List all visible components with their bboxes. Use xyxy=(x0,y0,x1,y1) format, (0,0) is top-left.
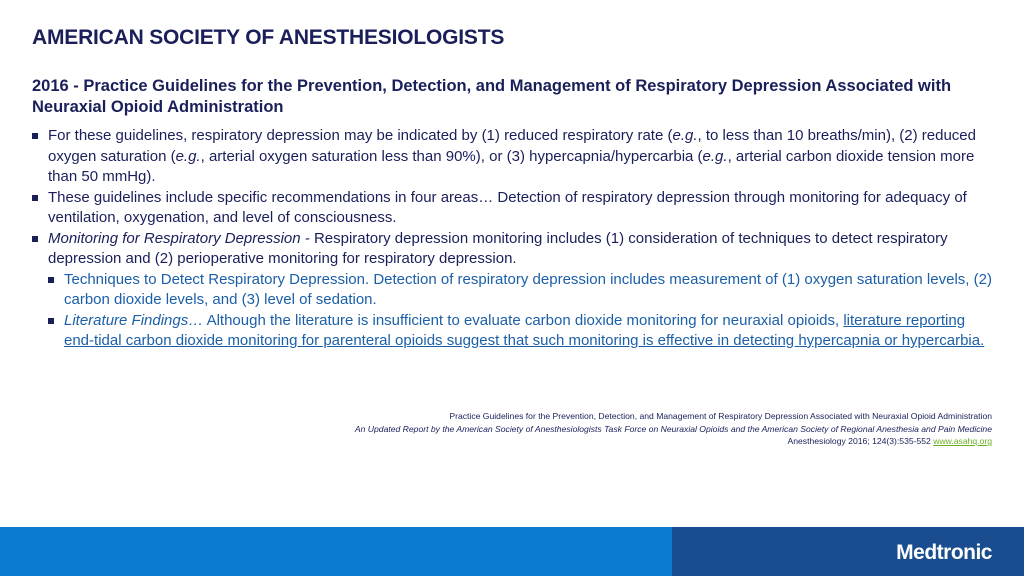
sub-bullet-text: Although the literature is insufficient to evaluate carbon dioxide monitoring for neuraxial opioids, xyxy=(203,311,844,329)
bullet-item-monitoring xyxy=(32,229,992,270)
citation-journal: Anesthesiology 2016; 124(3):535-552 xyxy=(787,436,934,446)
bullet-text: These guidelines include specific recommendations in four areas… Detection of respiratory depression through monitoring for adequacy of ventilation, oxygenation, and level of consciousness. xyxy=(48,188,967,226)
eg-text: e.g. xyxy=(702,147,728,165)
sub-bullet-text: Techniques to Detect Respiratory Depression. Detection of respiratory depression includes measurement of (1) oxygen saturation levels, (2) carbon dioxide levels, and (3) level of sedation. xyxy=(64,270,992,308)
footer-right-block xyxy=(672,527,1024,576)
page-title: AMERICAN SOCIETY OF ANESTHESIOLOGISTS xyxy=(32,26,505,49)
bullet-square-icon xyxy=(48,318,54,324)
bullet-square-icon xyxy=(32,195,38,201)
bullet-square-icon xyxy=(32,133,38,139)
citation-line xyxy=(355,435,992,448)
footer-bar xyxy=(0,527,1024,576)
eg-text: e.g. xyxy=(672,127,698,144)
asahq-link[interactable]: www.asahq.org xyxy=(933,436,992,446)
footer-left-block xyxy=(0,527,672,576)
bullet-text: , to less than 10 breaths/min), (2) reduced oxygen saturation ( xyxy=(48,127,976,165)
citation-line: Practice Guidelines for the Prevention, Detection, and Management of Respiratory Depression Associated with Neuraxial Opioid Administration xyxy=(449,411,992,421)
sub-bullet-underlined-text: literature reporting end-tidal carbon dioxide monitoring for parenteral opioids suggest that such monitoring is effective in detecting hypercapnia or hypercarbia. xyxy=(64,311,985,349)
sub-bullet-techniques xyxy=(32,270,992,311)
bullet-item-definition xyxy=(32,126,992,188)
bullet-italic-lead: Monitoring for Respiratory Depression - xyxy=(48,229,310,247)
eg-text: e.g. xyxy=(175,147,201,165)
citation-line: An Updated Report by the American Society of Anesthesiologists Task Force on Neuraxial Opioids and the American Society of Regional Anesthesia and Pain Medicine xyxy=(354,423,992,434)
citation-block xyxy=(355,410,992,448)
sub-bullet-italic-lead: Literature Findings… xyxy=(64,311,204,329)
bullet-text: , arterial carbon dioxide tension more than 50 mmHg). xyxy=(48,147,975,185)
bullet-square-icon xyxy=(32,236,38,242)
medtronic-logo: Medtronic xyxy=(896,541,992,564)
bullet-list xyxy=(32,126,992,352)
bullet-text: Respiratory depression monitoring includes (1) consideration of techniques to detect respiratory depression and (2) perioperative monitoring for respiratory depression. xyxy=(48,229,948,267)
bullet-item-recommendations xyxy=(32,188,992,229)
guideline-subheading: 2016 - Practice Guidelines for the Prevention, Detection, and Management of Respiratory Depression Associated with Neuraxial Opioid Administration xyxy=(32,77,952,116)
sub-bullet-literature xyxy=(32,311,992,352)
bullet-text: , arterial oxygen saturation less than 90%), or (3) hypercapnia/hypercarbia ( xyxy=(200,147,703,165)
bullet-text: For these guidelines, respiratory depression may be indicated by (1) reduced respiratory rate ( xyxy=(48,127,673,144)
bullet-square-icon xyxy=(48,277,54,283)
